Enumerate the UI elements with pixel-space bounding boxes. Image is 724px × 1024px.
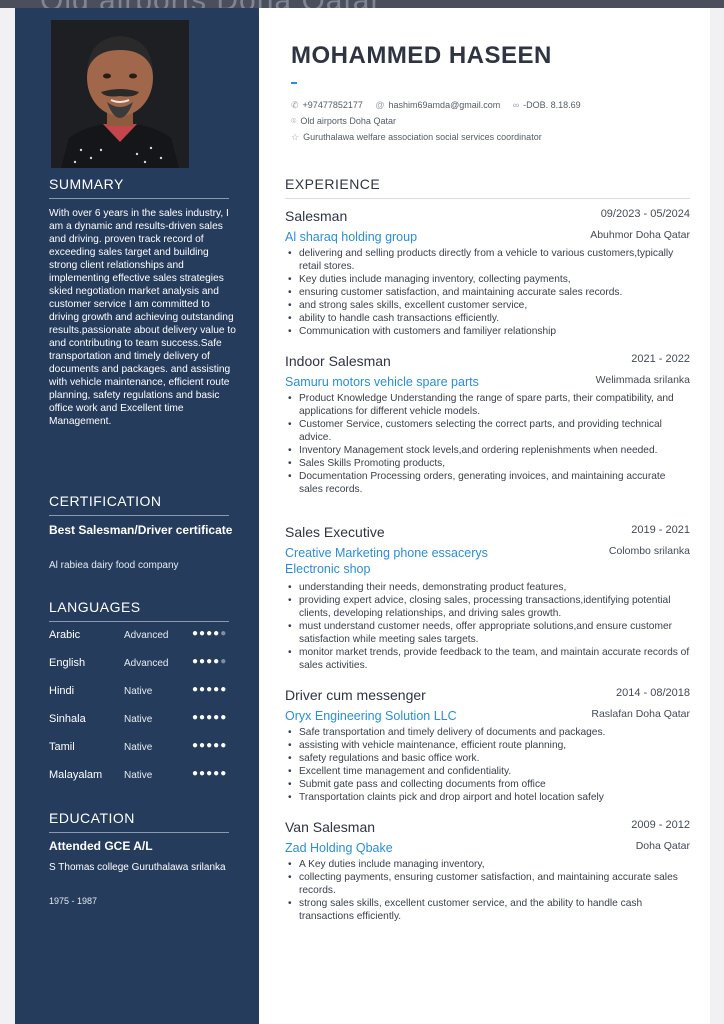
rating-dot-filled: ●: [213, 712, 221, 723]
job-bullets: [285, 858, 690, 923]
summary-heading: SUMMARY: [49, 176, 124, 192]
certification-org: Al rabiea dairy food company: [49, 560, 179, 571]
rating-dot-filled: ●: [213, 684, 221, 695]
job-date: 2009 - 2012: [631, 819, 690, 831]
language-name: Tamil: [49, 741, 75, 753]
email-icon: @: [375, 100, 385, 110]
job-bullet: • understanding their needs, demonstrating product features,: [285, 581, 690, 594]
job-bullet: • Safe transportation and timely delivery of documents and packages.: [285, 726, 690, 739]
job-bullet: • ensuring customer satisfaction, and maintaining accurate sales records.: [285, 286, 690, 299]
job-bullet: • Submit gate pass and collecting documents from office: [285, 778, 690, 791]
job-bullet: • ability to handle cash transactions efficiently.: [285, 312, 690, 325]
language-row: [49, 657, 231, 673]
rating-dot-filled: ●: [206, 740, 214, 751]
job-company: Zad Holding Qbake: [285, 841, 393, 855]
language-rating: [192, 768, 227, 779]
languages-heading: LANGUAGES: [49, 599, 141, 615]
rating-dot-filled: ●: [192, 712, 200, 723]
rating-dot-filled: ●: [192, 740, 200, 751]
job-bullet: • collecting payments, ensuring customer satisfaction, and maintaining accurate sales records.: [285, 871, 690, 897]
address-text: Old airports Doha Qatar: [300, 116, 396, 126]
rating-dot-filled: ●: [206, 684, 214, 695]
job-title: Sales Executive: [285, 524, 385, 540]
rating-dot-filled: ●: [199, 768, 207, 779]
language-row: [49, 629, 231, 645]
job-date: 2019 - 2021: [631, 524, 690, 536]
education-title: Attended GCE A/L: [49, 839, 153, 853]
language-level: Advanced: [124, 658, 169, 669]
rating-dot-filled: ●: [213, 656, 221, 667]
affiliation-text: Guruthalawa welfare association social services coordinator: [303, 132, 542, 142]
email-text: hashim69amda@gmail.com: [388, 100, 501, 110]
certification-divider: [49, 515, 229, 516]
summary-text: With over 6 years in the sales industry, I am a dynamic and results-driven sales and driving. proven track record of exceeding sales target and building strong client relationships and implementing effective sales strategies skied negotiation market analysis and customer service I am committed to driving growth and achieving outstanding results.passionate about delivery value to and contributing to team success.Safe transportation and timely delivery of documents and packages. and assisting with vehicle maintenance, efficient route planning, safety regulations and basic office work and Excellent time Management.: [49, 208, 236, 427]
language-level: Native: [124, 742, 153, 753]
job-bullet: • Product Knowledge Understanding the range of spare parts, their compatibility, and applications for different vehicle models.: [285, 392, 690, 418]
location-pin-icon: ⌾: [291, 116, 297, 126]
rating-dot-empty: ●: [220, 656, 228, 667]
contact-line-2: [291, 116, 396, 127]
language-rating: [192, 628, 227, 639]
job-bullets: [285, 247, 690, 338]
job-date: 2014 - 08/2018: [615, 687, 690, 699]
language-level: Advanced: [124, 630, 169, 641]
language-level: Native: [124, 770, 153, 781]
rating-dot-filled: ●: [206, 768, 214, 779]
education-years: 1975 - 1987: [49, 896, 98, 906]
job-title: Indoor Salesman: [285, 353, 391, 369]
job-bullet: • must understand customer needs, offer appropriate solutions,and ensure customer satisfaction while meeting sales targets.: [285, 620, 690, 646]
rating-dot-filled: ●: [220, 768, 228, 779]
job-date: 2021 - 2022: [631, 353, 690, 365]
contact-line-1: [291, 100, 581, 111]
job-bullet: • strong sales skills, excellent customer service, and the ability to handle cash transactions efficiently.: [285, 897, 690, 923]
rating-dot-filled: ●: [213, 740, 221, 751]
summary-divider: [49, 198, 229, 199]
job-bullet: • providing expert advice, closing sales, processing transactions,identifying potential clients, developing relationships, and driving sales growth.: [285, 594, 690, 620]
sidebar: [15, 8, 259, 1024]
contact-line-3: [291, 132, 542, 143]
language-row: [49, 713, 231, 729]
phone-text: +97477852177: [302, 100, 363, 110]
rating-dot-filled: ●: [199, 684, 207, 695]
rating-dot-filled: ●: [199, 712, 207, 723]
rating-dot-filled: ●: [199, 628, 207, 639]
job-bullets: [285, 581, 690, 672]
profile-photo: [51, 20, 189, 168]
certification-heading: CERTIFICATION: [49, 493, 162, 509]
job-location: Raslafan Doha Qatar: [591, 708, 690, 720]
education-divider: [49, 832, 229, 833]
job-title: Salesman: [285, 208, 348, 224]
experience-divider: [285, 198, 690, 199]
rating-dot-filled: ●: [206, 712, 214, 723]
job-bullet: • safety regulations and basic office work.: [285, 752, 690, 765]
job-bullet: • delivering and selling products directly from a vehicle to various customers,typically retail stores.: [285, 247, 690, 273]
job-title: Driver cum messenger: [285, 687, 426, 703]
star-icon: ☆: [291, 132, 300, 142]
phone-icon: ✆: [291, 100, 299, 110]
job-bullet: • Documentation Processing orders, generating invoices, and maintaining accurate sales records.: [285, 470, 690, 496]
job-bullet: • Transportation claints pick and drop airport and hotel location safely: [285, 791, 690, 804]
job-bullet: • Sales Skills Promoting products,: [285, 457, 690, 470]
language-row: [49, 741, 231, 757]
job-title: Van Salesman: [285, 819, 376, 835]
languages-divider: [49, 621, 229, 622]
language-name: Sinhala: [49, 713, 86, 725]
job-date: 09/2023 - 05/2024: [600, 208, 690, 220]
language-rating: [192, 712, 227, 723]
job-bullet: • A Key duties include managing inventory,: [285, 858, 690, 871]
language-rating: [192, 684, 227, 695]
job-bullets: [285, 726, 690, 804]
language-row: [49, 685, 231, 701]
language-row: [49, 769, 231, 785]
language-rating: [192, 740, 227, 751]
rating-dot-filled: ●: [220, 740, 228, 751]
job-company: Oryx Engineering Solution LLC: [285, 709, 457, 723]
job-bullet: • monitor market trends, provide feedback to the team, and maintain accurate records of sales activities.: [285, 646, 690, 672]
job-bullet: • Key duties include managing inventory, collecting payments,: [285, 273, 690, 286]
certification-title: Best Salesman/Driver certificate: [49, 523, 233, 537]
rating-dot-filled: ●: [192, 768, 200, 779]
rating-dot-filled: ●: [199, 740, 207, 751]
job-bullet: • Excellent time management and confidentiality.: [285, 765, 690, 778]
language-rating: [192, 656, 227, 667]
rating-dot-empty: ●: [220, 628, 228, 639]
resume-page: [15, 8, 710, 1024]
language-name: Arabic: [49, 629, 81, 641]
link-icon: ∞: [512, 100, 520, 110]
rating-dot-filled: ●: [192, 684, 200, 695]
job-bullets: [285, 392, 690, 496]
rating-dot-filled: ●: [192, 628, 200, 639]
portrait-illustration: [51, 20, 189, 168]
job-company: Samuru motors vehicle spare parts: [285, 375, 479, 389]
rating-dot-filled: ●: [213, 768, 221, 779]
candidate-name: MOHAMMED HASEEN: [291, 42, 552, 69]
experience-heading: EXPERIENCE: [285, 176, 381, 192]
rating-dot-filled: ●: [199, 656, 207, 667]
language-name: English: [49, 657, 86, 669]
job-bullet: • assisting with vehicle maintenance, efficient route planning,: [285, 739, 690, 752]
job-location: Doha Qatar: [635, 840, 690, 852]
job-bullet: • Communication with customers and familiyer relationship: [285, 325, 690, 338]
education-school: S Thomas college Guruthalawa srilanka: [49, 862, 226, 873]
rating-dot-filled: ●: [220, 684, 228, 695]
job-location: Abuhmor Doha Qatar: [590, 229, 690, 241]
rating-dot-filled: ●: [220, 712, 228, 723]
education-heading: EDUCATION: [49, 810, 135, 826]
name-accent: [291, 82, 297, 84]
rating-dot-filled: ●: [192, 656, 200, 667]
job-company: Creative Marketing phone essacerys Electronic shop: [285, 546, 488, 576]
language-name: Hindi: [49, 685, 75, 697]
dob-text: -DOB. 8.18.69: [523, 100, 581, 110]
language-level: Native: [124, 686, 153, 697]
job-company: Al sharaq holding group: [285, 230, 418, 244]
job-bullet: • Customer Service, customers selecting the correct parts, and providing technical advice.: [285, 418, 690, 444]
rating-dot-filled: ●: [206, 628, 214, 639]
language-level: Native: [124, 714, 153, 725]
job-bullet: • and strong sales skills, excellent customer service,: [285, 299, 690, 312]
rating-dot-filled: ●: [213, 628, 221, 639]
job-location: Colombo srilanka: [608, 545, 690, 557]
language-name: Malayalam: [49, 769, 103, 781]
job-location: Welimmada srilanka: [595, 374, 690, 386]
rating-dot-filled: ●: [206, 656, 214, 667]
job-bullet: • Inventory Management stock levels,and ordering replenishments when needed.: [285, 444, 690, 457]
